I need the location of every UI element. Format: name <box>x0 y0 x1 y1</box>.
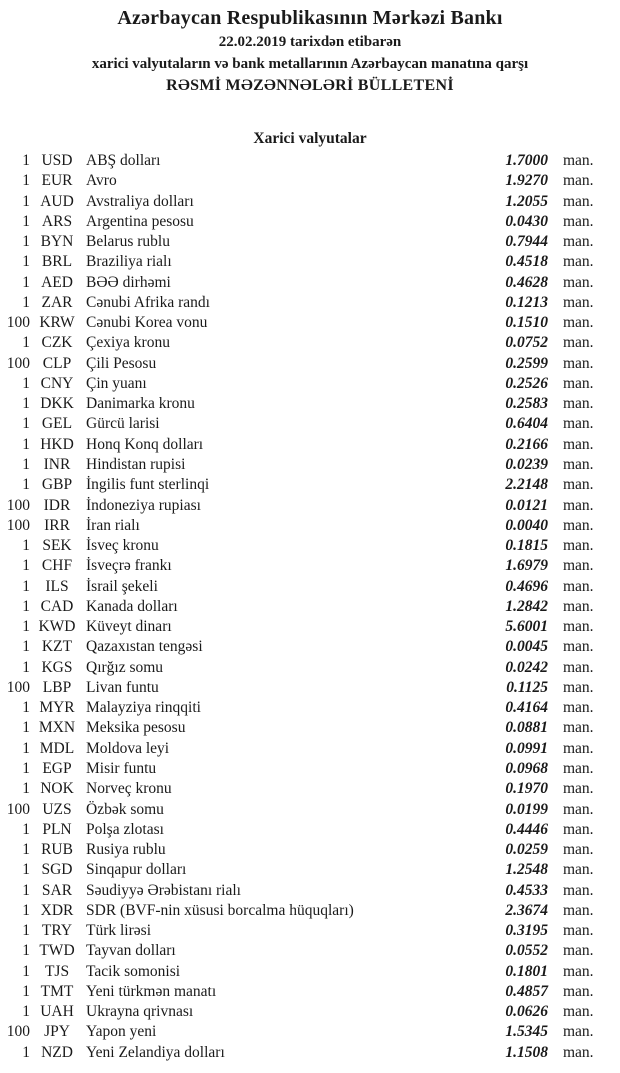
unit-label: man. <box>563 537 594 555</box>
currency-row-irr <box>0 516 600 536</box>
currency-name: Qazaxıstan tengəsi <box>86 638 203 656</box>
currency-code: SGD <box>41 861 73 879</box>
currency-row-sar <box>0 881 600 901</box>
quantity: 1 <box>22 334 30 352</box>
currency-code: EUR <box>41 172 73 190</box>
unit-label: man. <box>563 334 594 352</box>
unit-label: man. <box>563 982 594 1000</box>
currency-code: KWD <box>38 618 76 636</box>
currency-code: RUB <box>41 841 73 859</box>
quantity: 100 <box>6 516 30 534</box>
section-title-foreign-currencies: Xarici valyutalar <box>253 130 367 147</box>
quantity: 1 <box>22 841 30 859</box>
currency-code: BYN <box>40 233 74 251</box>
currency-name: Türk lirəsi <box>86 922 151 940</box>
currency-code: XDR <box>40 901 74 919</box>
currency-code: USD <box>41 152 73 169</box>
currency-row-chf <box>0 556 600 576</box>
quantity: 100 <box>6 678 30 696</box>
currency-row-mdl <box>0 739 600 759</box>
currency-name: Ukrayna qrivnası <box>86 1003 194 1021</box>
currency-name: BƏƏ dirhəmi <box>86 273 171 291</box>
currency-code: NOK <box>40 780 74 798</box>
currency-row-lbp <box>0 678 600 698</box>
quantity: 1 <box>22 395 30 413</box>
currency-row-hkd <box>0 435 600 455</box>
currency-name: Səudiyyə Ərəbistanı rialı <box>86 881 241 899</box>
quantity: 1 <box>22 1003 30 1021</box>
exchange-rate: 1.2548 <box>505 861 548 879</box>
exchange-rate: 0.4533 <box>505 881 548 899</box>
quantity: 1 <box>22 293 30 311</box>
currency-code: DKK <box>40 395 74 413</box>
currency-name: Özbək somu <box>86 800 164 818</box>
unit-label: man. <box>563 435 594 453</box>
unit-label: man. <box>563 618 594 636</box>
bank-name-title: Azərbaycan Respublikasının Mərkəzi Bankı <box>117 7 503 29</box>
currency-code: PLN <box>42 820 72 838</box>
currency-row-tjs <box>0 962 600 982</box>
currency-code: GEL <box>41 415 73 433</box>
exchange-rate: 1.1508 <box>505 1043 548 1061</box>
unit-label: man. <box>563 395 594 413</box>
exchange-rate: 0.0626 <box>505 1003 548 1021</box>
exchange-rate: 0.0430 <box>505 212 548 230</box>
currency-row-krw <box>0 313 600 333</box>
unit-label: man. <box>563 415 594 433</box>
currency-code: CLP <box>42 354 72 372</box>
unit-label: man. <box>563 233 594 251</box>
currency-code: EGP <box>42 759 72 777</box>
exchange-rate: 0.4164 <box>505 699 548 717</box>
currency-code: KGS <box>41 658 73 676</box>
currency-row-gel <box>0 414 600 434</box>
exchange-rate: 0.4518 <box>505 253 548 271</box>
currency-name: Polşa zlotası <box>86 820 164 838</box>
unit-label: man. <box>563 577 594 595</box>
exchange-rate: 0.2599 <box>505 354 548 372</box>
currency-code: MDL <box>39 739 75 757</box>
currency-name: Küveyt dinarı <box>86 618 172 636</box>
currency-code: KZT <box>41 638 73 656</box>
currency-name: Livan funtu <box>86 678 159 696</box>
exchange-rate: 0.4628 <box>505 273 548 291</box>
currency-row-ars <box>0 212 600 232</box>
currency-name: SDR (BVF-nin xüsusi borcalma hüquqları) <box>86 901 354 919</box>
exchange-rate: 1.2842 <box>505 597 548 615</box>
currency-row-kgs <box>0 658 600 678</box>
unit-label: man. <box>563 800 594 818</box>
currency-name: Misir funtu <box>86 759 157 777</box>
quantity: 1 <box>22 820 30 838</box>
exchange-rate: 0.1510 <box>505 314 548 332</box>
effective-date-line: 22.02.2019 tarixdən etibarən <box>218 34 402 50</box>
quantity: 1 <box>22 759 30 777</box>
currency-name: İsveç kronu <box>86 537 159 555</box>
unit-label: man. <box>563 759 594 777</box>
currency-name: İsveçrə frankı <box>86 557 172 575</box>
bulletin-title: RƏSMİ MƏZƏNNƏLƏRİ BÜLLETENİ <box>166 77 454 94</box>
currency-row-aud <box>0 192 600 212</box>
currency-row-kwd <box>0 617 600 637</box>
currency-name: Yapon yeni <box>86 1023 157 1041</box>
unit-label: man. <box>563 962 594 980</box>
unit-label: man. <box>563 638 594 656</box>
currency-code: JPY <box>44 1023 70 1041</box>
currency-row-jpy <box>0 1022 600 1042</box>
currency-code: TJS <box>44 962 70 980</box>
currency-row-dkk <box>0 394 600 414</box>
currency-row-nok <box>0 779 600 799</box>
quantity: 1 <box>22 172 30 190</box>
quantity: 1 <box>22 374 30 392</box>
unit-label: man. <box>563 374 594 392</box>
currency-code: AED <box>41 273 73 291</box>
quantity: 1 <box>22 739 30 757</box>
currency-code: ILS <box>45 577 69 595</box>
currency-code: CZK <box>41 334 73 352</box>
currency-row-usd <box>0 151 600 171</box>
quantity: 1 <box>22 922 30 940</box>
currency-code: AUD <box>40 192 74 210</box>
subject-line: xarici valyutaların və bank metallarının Azərbaycan manatına qarşı <box>91 56 529 72</box>
quantity: 1 <box>22 152 30 169</box>
currency-row-nzd <box>0 1043 600 1063</box>
currency-table <box>0 151 620 1063</box>
quantity: 1 <box>22 233 30 251</box>
currency-row-mxn <box>0 718 600 738</box>
currency-name: İran rialı <box>86 516 140 534</box>
quantity: 100 <box>6 496 30 514</box>
quantity: 1 <box>22 901 30 919</box>
currency-row-try <box>0 921 600 941</box>
exchange-rate: 1.5345 <box>505 1023 548 1041</box>
quantity: 1 <box>22 577 30 595</box>
currency-code: INR <box>43 455 71 473</box>
quantity: 1 <box>22 476 30 494</box>
currency-code: UAH <box>40 1003 74 1021</box>
exchange-rate: 0.2166 <box>505 435 548 453</box>
unit-label: man. <box>563 597 594 615</box>
currency-code: SEK <box>42 537 72 555</box>
quantity: 1 <box>22 719 30 737</box>
currency-name: Çexiya kronu <box>86 334 170 352</box>
currency-row-twd <box>0 941 600 961</box>
currency-code: ARS <box>41 212 73 230</box>
exchange-rate: 0.1970 <box>505 780 548 798</box>
exchange-rate: 0.0239 <box>505 455 548 473</box>
unit-label: man. <box>563 455 594 473</box>
unit-label: man. <box>563 1023 594 1041</box>
exchange-rate: 1.9270 <box>505 172 548 190</box>
unit-label: man. <box>563 739 594 757</box>
exchange-rate: 0.0991 <box>505 739 548 757</box>
quantity: 1 <box>22 253 30 271</box>
currency-code: MYR <box>39 699 75 717</box>
exchange-rate: 0.6404 <box>505 415 548 433</box>
unit-label: man. <box>563 699 594 717</box>
currency-name: Braziliya rialı <box>86 253 172 271</box>
currency-row-xdr <box>0 901 600 921</box>
currency-row-rub <box>0 840 600 860</box>
exchange-rate: 0.0040 <box>505 516 548 534</box>
quantity: 1 <box>22 942 30 960</box>
quantity: 100 <box>6 1023 30 1041</box>
exchange-rate: 1.7000 <box>505 152 548 169</box>
currency-name: İngilis funt sterlinqi <box>86 476 210 494</box>
unit-label: man. <box>563 273 594 291</box>
unit-label: man. <box>563 516 594 534</box>
currency-code: NZD <box>41 1043 73 1061</box>
currency-code: ZAR <box>41 293 73 311</box>
currency-name: Çili Pesosu <box>86 354 157 372</box>
unit-label: man. <box>563 253 594 271</box>
quantity: 1 <box>22 415 30 433</box>
currency-row-egp <box>0 759 600 779</box>
currency-name: Belarus rublu <box>86 233 170 251</box>
quantity: 100 <box>6 800 30 818</box>
currency-code: KRW <box>39 314 75 332</box>
currency-name: Tacik somonisi <box>86 962 181 980</box>
unit-label: man. <box>563 496 594 514</box>
currency-name: Yeni türkmən manatı <box>86 982 217 1000</box>
exchange-rate: 0.3195 <box>505 922 548 940</box>
quantity: 1 <box>22 699 30 717</box>
currency-name: Avstraliya dolları <box>86 192 194 210</box>
unit-label: man. <box>563 841 594 859</box>
currency-row-aed <box>0 273 600 293</box>
currency-name: İsrail şekeli <box>86 577 158 595</box>
currency-code: IDR <box>43 496 71 514</box>
currency-code: TWD <box>39 942 75 960</box>
exchange-rate: 0.0881 <box>505 719 548 737</box>
currency-row-gbp <box>0 475 600 495</box>
unit-label: man. <box>563 901 594 919</box>
exchange-rate: 0.1125 <box>506 678 548 696</box>
exchange-rate: 0.0259 <box>505 841 548 859</box>
currency-name: Norveç kronu <box>86 780 172 798</box>
exchange-rate: 0.4446 <box>505 820 548 838</box>
unit-label: man. <box>563 476 594 494</box>
exchange-rate: 0.2526 <box>505 374 548 392</box>
exchange-rate: 0.4857 <box>505 982 548 1000</box>
quantity: 1 <box>22 1043 30 1061</box>
currency-code: TRY <box>41 922 73 940</box>
exchange-rate: 0.1213 <box>505 293 548 311</box>
unit-label: man. <box>563 658 594 676</box>
exchange-rate: 0.2583 <box>505 395 548 413</box>
currency-row-byn <box>0 232 600 252</box>
quantity: 1 <box>22 557 30 575</box>
currency-name: Argentina pesosu <box>86 212 194 230</box>
unit-label: man. <box>563 881 594 899</box>
unit-label: man. <box>563 152 594 169</box>
unit-label: man. <box>563 942 594 960</box>
currency-name: Yeni Zelandiya dolları <box>86 1043 225 1061</box>
currency-name: Sinqapur dolları <box>86 861 187 879</box>
quantity: 100 <box>6 354 30 372</box>
currency-name: Meksika pesosu <box>86 719 186 737</box>
currency-name: Kanada dolları <box>86 597 178 615</box>
unit-label: man. <box>563 719 594 737</box>
quantity: 1 <box>22 192 30 210</box>
exchange-rate: 0.0242 <box>505 658 548 676</box>
exchange-rate: 0.0199 <box>505 800 548 818</box>
unit-label: man. <box>563 861 594 879</box>
unit-label: man. <box>563 820 594 838</box>
currency-name: İndoneziya rupiası <box>86 496 201 514</box>
currency-code: BRL <box>41 253 73 271</box>
exchange-rate: 1.6979 <box>505 557 548 575</box>
currency-name: Cənubi Afrika randı <box>86 293 210 311</box>
unit-label: man. <box>563 922 594 940</box>
currency-code: IRR <box>44 516 70 534</box>
quantity: 1 <box>22 618 30 636</box>
currency-name: Tayvan dolları <box>86 942 176 960</box>
unit-label: man. <box>563 1003 594 1021</box>
currency-name: Cənubi Korea vonu <box>86 314 208 332</box>
currency-row-sek <box>0 536 600 556</box>
currency-row-ils <box>0 577 600 597</box>
currency-code: TMT <box>40 982 74 1000</box>
quantity: 1 <box>22 273 30 291</box>
currency-name: Gürcü larisi <box>86 415 160 433</box>
currency-code: SAR <box>41 881 73 899</box>
exchange-rate: 0.0552 <box>505 942 548 960</box>
quantity: 1 <box>22 881 30 899</box>
currency-name: Honq Konq dolları <box>86 435 204 453</box>
exchange-rate: 0.0968 <box>505 759 548 777</box>
quantity: 1 <box>22 638 30 656</box>
currency-row-pln <box>0 820 600 840</box>
currency-row-uah <box>0 1002 600 1022</box>
exchange-rate: 1.2055 <box>505 192 548 210</box>
currency-row-czk <box>0 333 600 353</box>
currency-row-idr <box>0 496 600 516</box>
currency-code: MXN <box>38 719 76 737</box>
unit-label: man. <box>563 293 594 311</box>
currency-row-cny <box>0 374 600 394</box>
currency-code: LBP <box>42 678 72 696</box>
currency-row-cad <box>0 597 600 617</box>
unit-label: man. <box>563 678 594 696</box>
currency-name: Çin yuanı <box>86 374 147 392</box>
exchange-rate: 0.0045 <box>505 638 548 656</box>
quantity: 1 <box>22 780 30 798</box>
exchange-rate: 2.3674 <box>505 901 548 919</box>
exchange-rate: 0.4696 <box>505 577 548 595</box>
currency-row-tmt <box>0 982 600 1002</box>
exchange-rate: 0.1815 <box>505 537 548 555</box>
currency-code: CHF <box>41 557 73 575</box>
currency-row-uzs <box>0 800 600 820</box>
unit-label: man. <box>563 314 594 332</box>
quantity: 1 <box>22 435 30 453</box>
quantity: 1 <box>22 455 30 473</box>
currency-code: GBP <box>41 476 73 494</box>
currency-name: ABŞ dolları <box>86 152 161 169</box>
quantity: 1 <box>22 537 30 555</box>
exchange-rate: 0.1801 <box>505 962 548 980</box>
currency-row-zar <box>0 293 600 313</box>
unit-label: man. <box>563 354 594 372</box>
currency-code: CNY <box>40 374 74 392</box>
exchange-rate: 0.0121 <box>505 496 548 514</box>
currency-code: UZS <box>42 800 72 818</box>
currency-row-kzt <box>0 637 600 657</box>
currency-row-eur <box>0 171 600 191</box>
exchange-rate: 0.0752 <box>505 334 548 352</box>
currency-row-myr <box>0 698 600 718</box>
unit-label: man. <box>563 212 594 230</box>
currency-name: Avro <box>86 172 117 190</box>
currency-name: Malayziya rinqqiti <box>86 699 201 717</box>
exchange-rate: 2.2148 <box>505 476 548 494</box>
exchange-rate: 0.7944 <box>505 233 548 251</box>
currency-code: CAD <box>40 597 74 615</box>
currency-name: Danimarka kronu <box>86 395 195 413</box>
quantity: 1 <box>22 962 30 980</box>
unit-label: man. <box>563 192 594 210</box>
currency-row-brl <box>0 252 600 272</box>
unit-label: man. <box>563 172 594 190</box>
quantity: 1 <box>22 212 30 230</box>
unit-label: man. <box>563 557 594 575</box>
quantity: 100 <box>6 314 30 332</box>
currency-name: Rusiya rublu <box>86 841 166 859</box>
exchange-rate: 5.6001 <box>505 618 548 636</box>
currency-row-inr <box>0 455 600 475</box>
quantity: 1 <box>22 982 30 1000</box>
currency-name: Qırğız somu <box>86 658 164 676</box>
quantity: 1 <box>22 658 30 676</box>
unit-label: man. <box>563 780 594 798</box>
unit-label: man. <box>563 1043 594 1061</box>
currency-row-clp <box>0 354 600 374</box>
currency-code: HKD <box>40 435 74 453</box>
currency-name: Moldova leyi <box>86 739 170 757</box>
quantity: 1 <box>22 861 30 879</box>
currency-row-sgd <box>0 860 600 880</box>
quantity: 1 <box>22 597 30 615</box>
currency-name: Hindistan rupisi <box>86 455 186 473</box>
